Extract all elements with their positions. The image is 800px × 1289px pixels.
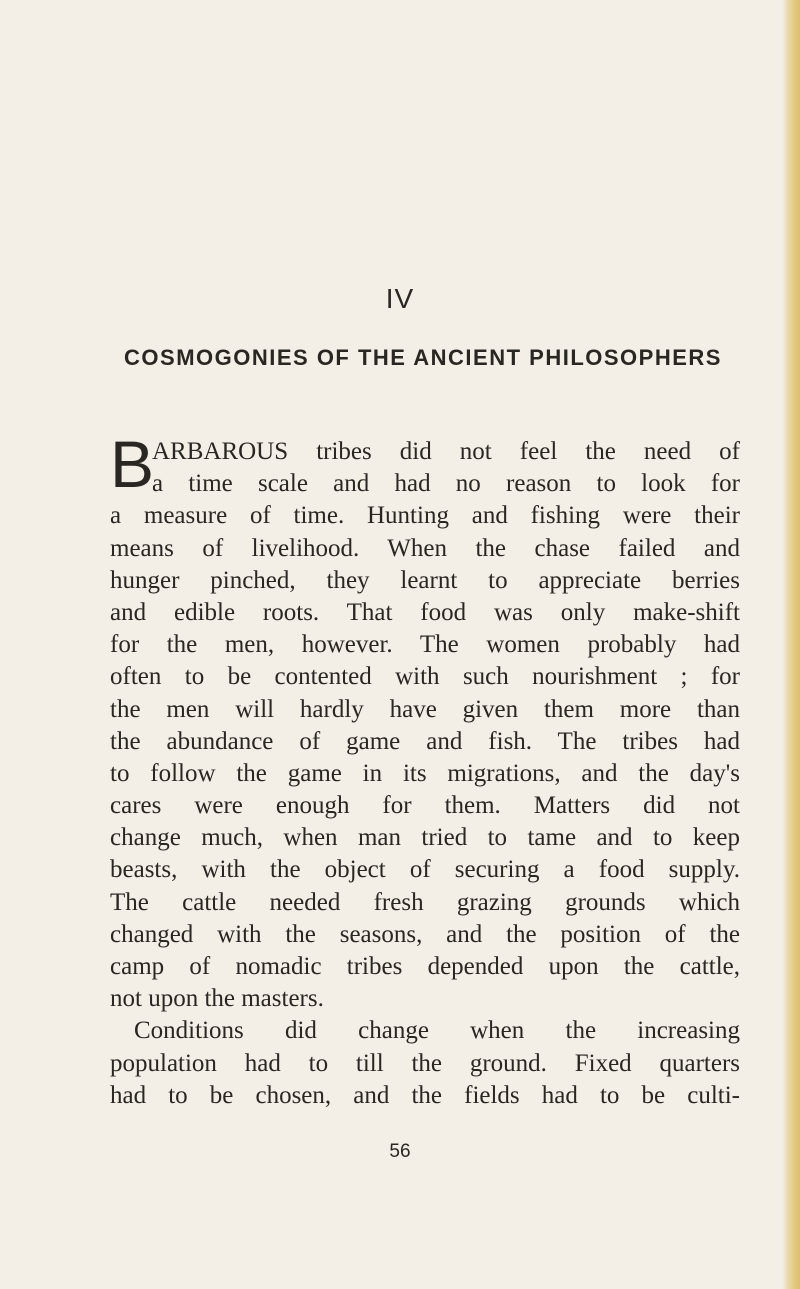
text-line: a time scale and had no reason to look for bbox=[152, 470, 740, 498]
text-line: to follow the game in its migrations, and the day's bbox=[110, 759, 740, 787]
text-line: change much, when man tried to tame and to keep bbox=[110, 824, 740, 852]
drop-cap: B bbox=[110, 427, 155, 501]
text-line: The cattle needed fresh grazing grounds which bbox=[110, 888, 740, 916]
text-line: not upon the masters. bbox=[110, 985, 324, 1013]
text-line: population had to till the ground. Fixed quarters bbox=[110, 1049, 740, 1077]
text-line: the men will hardly have given them more than bbox=[110, 695, 740, 723]
page-edge bbox=[782, 0, 800, 1289]
text-line: had to be chosen, and the fields had to be culti- bbox=[110, 1081, 740, 1109]
text-line: a measure of time. Hunting and fishing were their bbox=[110, 502, 740, 530]
text-line: beasts, with the object of securing a food supply. bbox=[110, 856, 740, 884]
text-line: and edible roots. That food was only make-shift bbox=[110, 598, 740, 626]
text-line: hunger pinched, they learnt to appreciate berries bbox=[110, 566, 740, 594]
text-line: camp of nomadic tribes depended upon the cattle, bbox=[110, 953, 740, 980]
text-line: Conditions did change when the increasing bbox=[134, 1017, 740, 1045]
text-line: means of livelihood. When the chase failed and bbox=[110, 534, 740, 562]
text-line: cares were enough for them. Matters did not bbox=[110, 792, 740, 820]
text-line: changed with the seasons, and the position of the bbox=[110, 920, 740, 948]
page-number: 56 bbox=[389, 1141, 411, 1162]
chapter-number: IV bbox=[385, 283, 415, 314]
text-line: for the men, however. The women probably had bbox=[110, 631, 740, 659]
text-line: ARBAROUS tribes did not feel the need of bbox=[152, 438, 740, 465]
text-line: the abundance of game and fish. The tribes had bbox=[110, 727, 740, 755]
chapter-title: COSMOGONIES OF THE ANCIENT PHILOSOPHERS bbox=[124, 345, 722, 370]
body-text bbox=[110, 436, 740, 1112]
text-line: often to be contented with such nourishment ; for bbox=[110, 663, 740, 691]
